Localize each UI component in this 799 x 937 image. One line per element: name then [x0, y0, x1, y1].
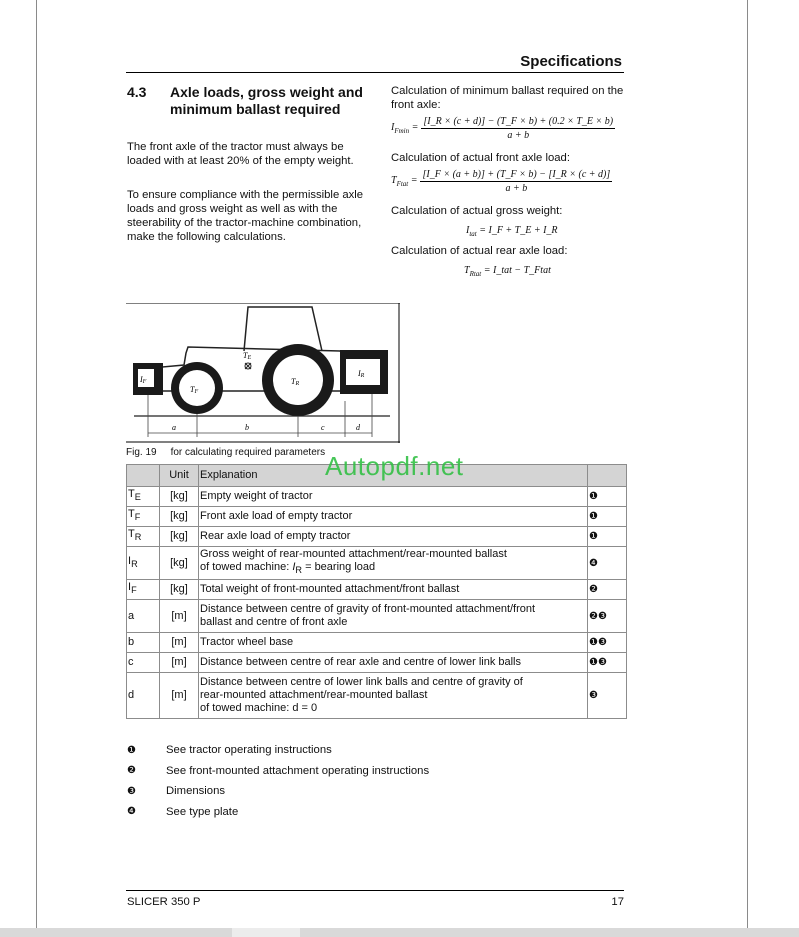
note-text: See front-mounted attachment operating instructions: [166, 764, 430, 777]
figure-caption: [126, 447, 325, 458]
row-reference: ❶: [588, 487, 627, 507]
header-rule: [126, 72, 624, 73]
row-reference: ❸: [588, 673, 627, 719]
row-reference: ❶❸: [588, 653, 627, 673]
table-row: [127, 653, 627, 673]
label-tr: TR: [291, 377, 300, 387]
footer-model: SLICER 350 P: [127, 896, 201, 908]
label-c: c: [321, 423, 325, 432]
footer-rule: [126, 890, 624, 891]
table-row: [127, 600, 627, 633]
watermark: Autopdf.net: [325, 451, 464, 481]
formula-gross-weight: $I_{tat}$ = I_F + T_E + I_R: [466, 225, 558, 238]
note-marker: ❷: [127, 765, 136, 777]
row-symbol: $I_F$: [127, 580, 160, 600]
table-row: [127, 507, 627, 527]
list-item: [127, 761, 429, 782]
row-reference: ❷: [588, 580, 627, 600]
label-ir: IR: [358, 369, 365, 379]
list-item: [127, 740, 429, 761]
row-reference: ❷❸: [588, 600, 627, 633]
row-explanation: Distance between centre of lower link balls and centre of gravity of rear-mounted attachment/rear-mounted ballast of towed machine: d = 0: [199, 673, 588, 719]
gross-weight-label: Calculation of actual gross weight:: [391, 205, 563, 217]
label-if: IF: [140, 375, 147, 385]
row-symbol: c: [127, 653, 160, 673]
row-symbol: $T_R$: [127, 527, 160, 547]
row-symbol: d: [127, 673, 160, 719]
row-unit: [kg]: [160, 547, 199, 580]
row-reference: ❶: [588, 527, 627, 547]
tractor-cab: [244, 307, 322, 351]
table-row: [127, 487, 627, 507]
row-unit: [m]: [160, 600, 199, 633]
row-reference: ❹: [588, 547, 627, 580]
row-symbol: $T_E$: [127, 487, 160, 507]
page-header-title: Specifications: [520, 53, 622, 70]
parameter-table: [126, 464, 627, 719]
intro-paragraph-1: The front axle of the tractor must always be loaded with at least 20% of the empty weight.: [127, 141, 354, 167]
table-row: [127, 527, 627, 547]
formula-min-ballast-denominator: a + b: [507, 130, 530, 141]
note-marker: ❸: [127, 785, 136, 797]
bottom-strip: [0, 928, 799, 937]
label-d: d: [356, 423, 360, 432]
label-b: b: [245, 423, 249, 432]
row-unit: [kg]: [160, 580, 199, 600]
note-marker: ❹: [127, 806, 136, 818]
formula-front-axle-denominator: a + b: [505, 183, 528, 194]
intro-paragraph-2: To ensure compliance with the permissible axle loads and gross weight as well as with the steerability of the tractor-machine combination, make the following calculations.: [127, 189, 364, 243]
row-unit: [m]: [160, 653, 199, 673]
row-unit: [m]: [160, 633, 199, 653]
table-row: [127, 633, 627, 653]
row-reference: ❶❸: [588, 633, 627, 653]
row-explanation: Total weight of front-mounted attachment/front ballast: [199, 580, 588, 600]
tractor-diagram: [126, 303, 400, 443]
formula-min-ballast: $I_{Fmin}$ = $\frac{[I\_R \times (c + d)] - (T\_F \times b) + (0.2 \times T\_E \times b)}{a + b}$: [391, 116, 614, 141]
row-symbol: $T_F$: [127, 507, 160, 527]
page-border-right: [747, 0, 748, 928]
header-symbol: [127, 465, 160, 487]
row-symbol: a: [127, 600, 160, 633]
note-text: Dimensions: [166, 785, 226, 798]
tractor-figure: [126, 303, 400, 443]
list-item: [127, 781, 429, 802]
row-explanation: Distance between centre of rear axle and centre of lower link balls: [199, 653, 588, 673]
min-ballast-label: Calculation of minimum ballast required on the front axle:: [391, 85, 624, 111]
formula-min-ballast-numerator: [I_R × (c + d)] − (T_F × b) + (0.2 × T_E × b): [423, 116, 614, 127]
header-explanation: Explanation: [199, 465, 588, 487]
row-unit: [m]: [160, 673, 199, 719]
formula-front-axle-numerator: [I_F × (a + b)] + (T_F × b) − [I_R × (c + d)]: [422, 169, 611, 180]
front-axle-label: Calculation of actual front axle load:: [391, 152, 570, 164]
note-marker: ❶: [127, 744, 136, 756]
row-unit: [kg]: [160, 527, 199, 547]
label-te: TE: [243, 351, 252, 361]
row-unit: [kg]: [160, 487, 199, 507]
header-reference: [588, 465, 627, 487]
section-number: 4.3: [127, 84, 147, 100]
label-tf: TF: [190, 385, 199, 395]
note-text: See type plate: [166, 805, 239, 818]
list-item: [127, 802, 429, 823]
row-explanation: Tractor wheel base: [199, 633, 588, 653]
formula-rear-axle: $T_{Rtat}$ = I_tat − T_Ftat: [464, 265, 551, 278]
table-row: [127, 580, 627, 600]
rear-axle-label: Calculation of actual rear axle load:: [391, 245, 568, 257]
header-unit: Unit: [160, 465, 199, 487]
row-explanation: Empty weight of tractor: [199, 487, 588, 507]
footer-page-number: 17: [611, 896, 624, 908]
row-explanation: Rear axle load of empty tractor: [199, 527, 588, 547]
table-row: [127, 673, 627, 719]
bottom-strip-highlight: [232, 928, 300, 937]
row-explanation: Front axle load of empty tractor: [199, 507, 588, 527]
row-symbol: $I_R$: [127, 547, 160, 580]
note-text: See tractor operating instructions: [166, 744, 332, 757]
figure-caption-label: Fig. 19: [126, 447, 157, 458]
figure-caption-text: for calculating required parameters: [170, 447, 326, 458]
table-row: [127, 547, 627, 580]
row-unit: [kg]: [160, 507, 199, 527]
row-explanation: Distance between centre of gravity of front-mounted attachment/front ballast and centre of front axle: [199, 600, 588, 633]
page-border-left: [36, 0, 37, 928]
footnotes: [127, 740, 429, 822]
row-symbol: b: [127, 633, 160, 653]
row-reference: ❶: [588, 507, 627, 527]
row-explanation: Gross weight of rear-mounted attachment/rear-mounted ballast of towed machine: $I_R$ = bearing load: [199, 547, 588, 580]
formula-front-axle: $T_{Ftat}$ = $\frac{[I\_F \times (a + b)] + (T\_F \times b) - [I\_R \times (c + d)]}{a + b}$: [391, 169, 611, 194]
section-title: Axle loads, gross weight and minimum ballast required: [170, 84, 363, 117]
label-a: a: [172, 423, 176, 432]
